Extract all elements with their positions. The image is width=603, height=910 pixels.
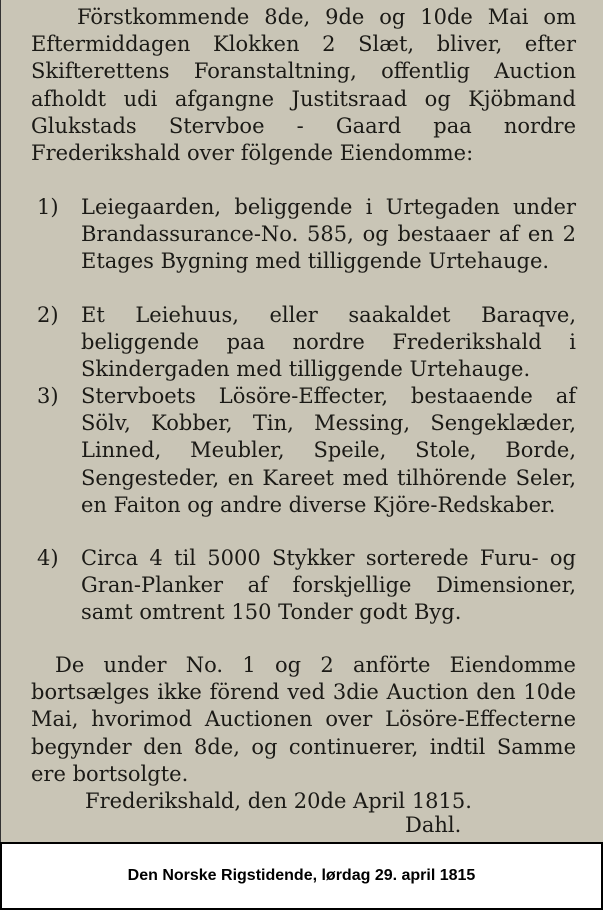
signature: Dahl. [405,813,462,837]
item-text: Leiegaarden, beliggende i Urtegaden under Brandassurance-No. 585, og bestaaer af en 2 Etages Bygning med tilliggende Urtehauge. [81,195,576,274]
item-number: 1) [37,195,59,219]
item-text: Stervboets Lösöre-Effecter, bestaaende af Sölv, Kobber, Tin, Messing, Sengeklæder, Linned, Meubler, Speile, Stole, Borde, Sengesteder, en Kareet med tilhörende Seler, en Faiton og andre diverse Kjöre-Redskaber. [81,384,576,517]
place-date: Frederikshald, den 20de April 1815. [85,789,472,813]
list-item [37,194,576,276]
notice-intro: Förstkommende 8de, 9de og 10de Mai om Eftermiddagen Klokken 2 Slæt, bliver, efter Skifterettens Foranstaltning, offentlig Auction afholdt udi afgangne Justitsraad og Kjöbmand Glukstads Stervboe - Gaard paa nordre Frederikshald over fölgende Eiendomme: [31,5,576,166]
item-text: Et Leiehuus, eller saakaldet Baraqve, beliggende paa nordre Frederikshald i Skindergaden med tilliggende Urtehauge. [81,303,576,382]
item-number: 2) [37,303,59,327]
list-item [37,545,576,627]
caption-box [0,842,603,910]
item-number: 4) [37,546,59,570]
item-number: 3) [37,384,59,408]
source-caption: Den Norske Rigstidende, lørdag 29. april 1815 [127,867,476,884]
notice-closing: De under No. 1 og 2 anförte Eiendomme bortsælges ikke förend ved 3die Auction den 10de Mai, hvorimod Auctionen over Lösöre-Effecterne begynder den 8de, og continuerer, indtil Samme ere bortsolgte. [31,653,576,786]
item-text: Circa 4 til 5000 Stykker sorterede Furu- og Gran-Planker af forskjellige Dimensioner, samt omtrent 150 Tonder godt Byg. [81,546,576,625]
list-item [37,383,576,519]
list-item [37,302,576,384]
